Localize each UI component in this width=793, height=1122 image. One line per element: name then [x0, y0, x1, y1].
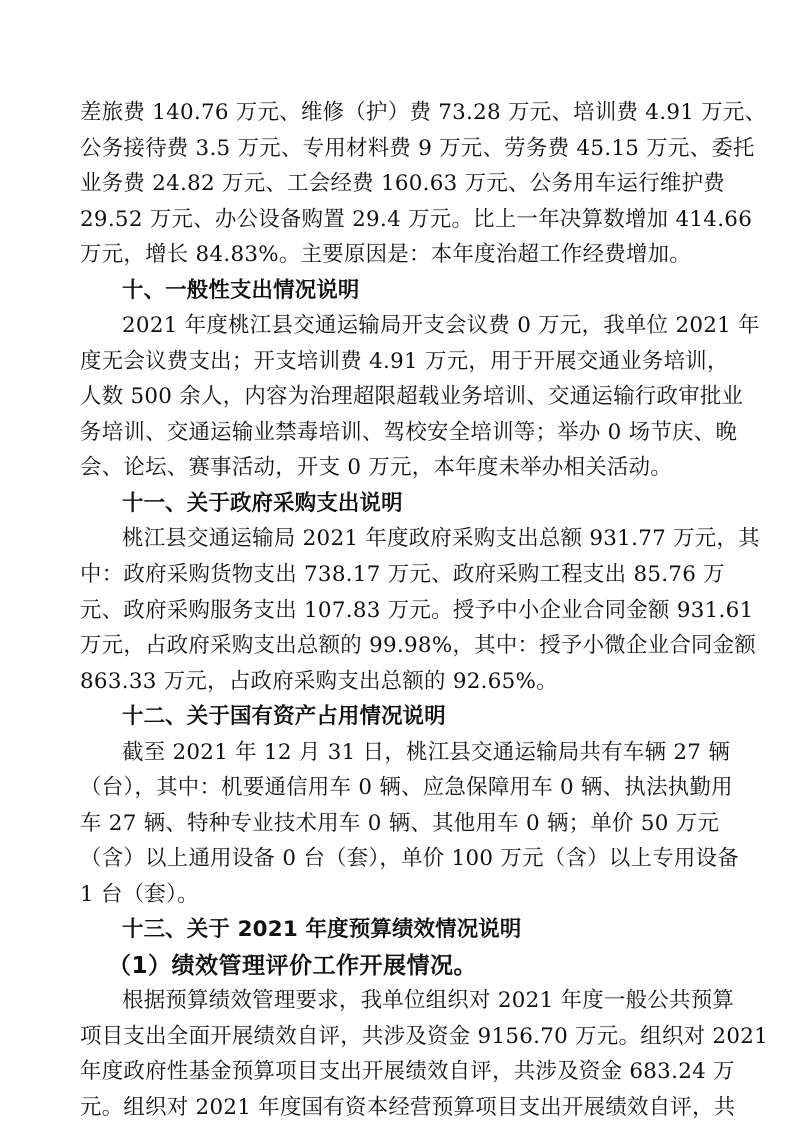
paragraph-line: 公务接待费 3.5 万元、专用材料费 9 万元、劳务费 45.15 万元、委托	[80, 136, 755, 161]
paragraph-line: 业务费 24.82 万元、工会经费 160.63 万元、公务用车运行维护费	[80, 171, 725, 196]
paragraph-line: （含）以上通用设备 0 台（套），单价 100 万元（含）以上专用设备	[80, 846, 739, 871]
paragraph-line: 29.52 万元、办公设备购置 29.4 万元。比上一年决算数增加 414.66	[80, 207, 753, 232]
paragraph-line: 会、论坛、赛事活动，开支 0 万元，本年度未举办相关活动。	[80, 455, 673, 480]
paragraph-line: 务培训、交通运输业禁毒培训、驾校安全培训等；举办 0 场节庆、晚	[80, 420, 738, 445]
paragraph-line: 元、政府采购服务支出 107.83 万元。授予中小企业合同金额 931.61	[80, 598, 754, 623]
paragraph-line: 根据预算绩效管理要求，我单位组织对 2021 年度一般公共预算	[122, 988, 735, 1013]
paragraph-line: 人数 500 余人，内容为治理超限超载业务培训、交通运输行政审批业	[80, 384, 744, 409]
paragraph-line: 年度政府性基金预算项目支出开展绩效自评，共涉及资金 683.24 万	[80, 1059, 735, 1084]
paragraph-line: 截至 2021 年 12 月 31 日，桃江县交通运输局共有车辆 27 辆	[122, 740, 731, 765]
section-heading-12: 十二、关于国有资产占用情况说明	[122, 704, 446, 729]
paragraph-line: 项目支出全面开展绩效自评，共涉及资金 9156.70 万元。组织对 2021	[80, 1024, 769, 1049]
subsection-heading: （1）绩效管理评价工作开展情况。	[108, 953, 478, 979]
paragraph-line: 桃江县交通运输局 2021 年度政府采购支出总额 931.77 万元，其	[122, 526, 760, 551]
paragraph-line: 万元，增长 84.83%。主要原因是：本年度治超工作经费增加。	[80, 242, 692, 267]
section-heading-11: 十一、关于政府采购支出说明	[122, 491, 403, 516]
paragraph-line: 1 台（套）。	[80, 882, 199, 907]
section-heading-10: 十、一般性支出情况说明	[122, 278, 360, 303]
paragraph-line: （台），其中：机要通信用车 0 辆、应急保障用车 0 辆、执法执勤用	[80, 775, 733, 800]
paragraph-line: 元。组织对 2021 年度国有资本经营预算项目支出开展绩效自评，共	[80, 1095, 736, 1120]
paragraph-line: 车 27 辆、特种专业技术用车 0 辆、其他用车 0 辆；单价 50 万元	[80, 811, 720, 836]
paragraph-line: 2021 年度桃江县交通运输局开支会议费 0 万元，我单位 2021 年	[122, 313, 760, 338]
paragraph-line: 中：政府采购货物支出 738.17 万元、政府采购工程支出 85.76 万	[80, 562, 725, 587]
paragraph-line: 863.33 万元，占政府采购支出总额的 92.65%。	[80, 669, 558, 694]
section-heading-13: 十三、关于 2021 年度预算绩效情况说明	[122, 917, 522, 942]
paragraph-line: 差旅费 140.76 万元、维修（护）费 73.28 万元、培训费 4.91 万元、	[80, 100, 767, 125]
paragraph-line: 度无会议费支出；开支培训费 4.91 万元，用于开展交通业务培训，	[80, 349, 729, 374]
paragraph-line: 万元，占政府采购支出总额的 99.98%，其中：授予小微企业合同金额	[80, 633, 757, 658]
